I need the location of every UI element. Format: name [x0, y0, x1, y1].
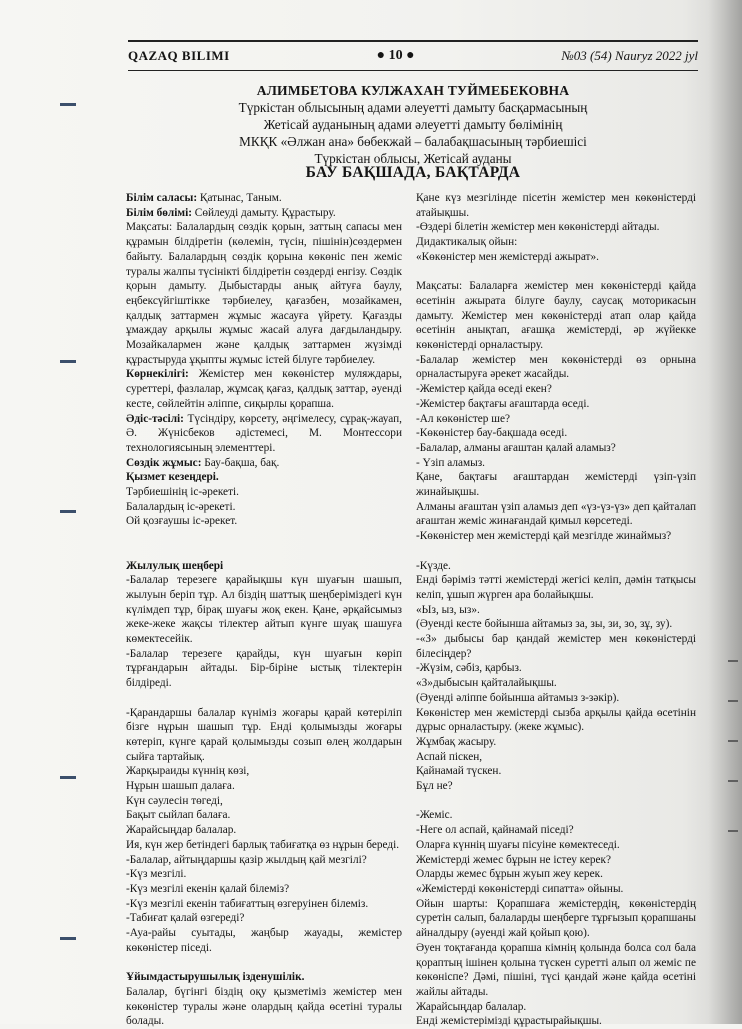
paragraph: -Жеміс. [416, 809, 453, 822]
paragraph: -Ал көкөністер ше? [416, 412, 511, 425]
paragraph: Мақсаты: Балалардың сөздік қорын, заттың сапасы мен құрамын білдіретін (көлемін, түсін, пішінін)сөздермен байыту. Балалардың сөздік қорына көкөніс пен жеміс туралы жалпы түсінікті білдіретін сөздерді енгізу. Сөздік қорын дамыту. Дыбыстарды анық айтуға баулу, еңбексүйгіштікке тәрбиелеу, қағазбен, мозайкамен, қалдық заттармен жұмыс жасауға үйрету. Қағазды ұмаждау арқылы жұмыс жасай алуға дағдыландыру. Мозайкалармен және қалдық заттармен жүзімді құрастыруда ұқыпты жұмыс істей білуге тәрбиелеу. [126, 221, 402, 366]
paragraph: -Күз мезгілі екенін табиғаттың өзгеруінен білеміз. [126, 897, 369, 910]
author-block [128, 82, 698, 167]
page-fold-shadow [708, 0, 742, 1024]
paragraph: -Күз мезгілі екенін қалай білеміз? [126, 883, 290, 895]
text: Жемістер мен көкөністер муляждары, суреттері, фазлалар, жұмсақ қағаз, қалдық заттар, әуенді кесте, сөйлейтін әліппе, сиқырлы қорапша. [126, 368, 402, 410]
paragraph: -Өздері білетін жемістер мен көкөністерді айтады. [416, 221, 660, 234]
paragraph: -Жемістер бақтағы ағаштарда өседі. [416, 397, 590, 410]
section-heading: Қызмет кезеңдері. [126, 471, 219, 484]
paragraph: (Әуенді кесте бойынша айтамыз за, зы, зи, зо, зұ, зу). [416, 618, 673, 631]
paragraph: «Ыз, ыз, ыз». [416, 603, 480, 616]
paragraph: Қане, бақтағы ағаштардан жемістерді үзіп-үзіп жинайықшы. [416, 471, 696, 499]
paragraph: Қайнамай түскен. [416, 765, 502, 778]
edge-tick [728, 830, 738, 832]
paragraph [126, 456, 402, 471]
paragraph: Мақсаты: Балаларға жемістер мен көкөністерді қайда өсетінін ажырата білуге баулу, саусақ моторикасын дамыту. Жемістер мен көкөністерді атап олар қайда өсетінін анықтап, ағашқа жемістерді, әр жүйекке көкөністерді орналастыру. [416, 280, 696, 352]
paragraph: Алманы ағаштан үзіп аламыз деп «үз-үз-үз» деп қайталап ағаштан жеміс жинағандай қимыл көрсетеді. [416, 500, 696, 528]
paragraph: Балалар, бүгінгі біздің оқу қызметіміз жемістер мен көкөністер туралы және олардың қайда өсетіні туралы болады. [126, 985, 402, 1028]
paragraph: Ой қозғаушы іс-әрекет. [126, 515, 238, 528]
paragraph: -Көкөністер мен жемістерді қай мезгілде жинаймыз? [416, 530, 672, 543]
author-name: АЛИМБЕТОВА КУЛЖАХАН ТУЙМЕБЕКОВНА [256, 83, 570, 98]
page-number: ● 10 ● [376, 48, 415, 63]
paragraph: -Күз мезгілі. [126, 868, 187, 881]
right-column [416, 191, 696, 1029]
poem-line: Бақыт сыйлап балаға. [126, 809, 231, 822]
margin-mark [60, 776, 76, 779]
paragraph [126, 367, 402, 411]
paragraph: Жарайсыңдар балалар. [416, 1000, 527, 1013]
paragraph: Бұл не? [416, 780, 453, 793]
page-number-value: 10 [388, 48, 403, 63]
paragraph: -Балалар терезеге қарайды, күн шуағын көріп тұрғандарын айтады. Бір-біріне ыстық тілектерін білдіреді. [126, 647, 402, 690]
paragraph: Көкөністер мен жемістерді сызба арқылы қайда өсетінін дұрыс орналастыру. (жеке жұмыс). [416, 706, 696, 734]
paragraph: -Балалар жемістер мен көкөністерді өз орнына орналастыруға әрекет жасайды. [416, 353, 696, 381]
paragraph: - Үзіп аламыз. [416, 456, 486, 469]
paragraph: -Көкөністер бау-бақшада өседі. [416, 427, 568, 440]
paragraph: Аспай піскен, [416, 750, 483, 763]
paragraph: Ойын шарты: Қорапшаға жемістердің, көкөністердің суретін салып, балаларды шеңберге тұрғызып қорапшаны айналдыру (әуенді жай қойып қою). [416, 897, 697, 940]
section-heading: Ұйымдастырушылық ізденушілік. [126, 971, 305, 984]
poem-line: Жарайсыңдар балалар. [126, 824, 237, 837]
poem-line: Күн сәулесін төгеді, [126, 794, 223, 807]
paragraph [126, 206, 402, 221]
text: Сөйлеуді дамыту. Құрастыру. [191, 206, 336, 219]
left-column [126, 191, 402, 1029]
edge-tick [728, 740, 738, 742]
paragraph: -Күзде. [416, 559, 451, 572]
paragraph: «Жемістерді көкөністерді сипатта» ойыны. [416, 883, 624, 895]
label: Сөздік жұмыс: [126, 456, 202, 469]
margin-mark [60, 510, 76, 513]
text: Бау-бақша, бақ. [201, 456, 280, 469]
paragraph: Енді бәріміз тәтті жемістерді жегісі келіп, дәмін татқысы келіп, ұшып жүрген ара болайықшы. [416, 574, 696, 601]
poem-line: Жарқыраиды күннің көзі, [126, 765, 250, 778]
section-heading: Жылулық шеңбері [126, 559, 224, 572]
paragraph: «З»дыбысын қайталайықшы. [416, 677, 557, 690]
margin-mark [60, 937, 76, 940]
author-affiliation-2: Жетісай ауданының адами әлеуетті дамыту бөлімінің [263, 117, 563, 132]
paragraph: Жұмбақ жасыру. [416, 735, 497, 748]
paragraph: -Қарандаршы балалар күніміз жоғары қарай көтеріліп бізге нұрын шашып тұр. Енді қолымызды жоғары көтеріп, күнге қарай қолымызды созып өлең жолдарын сыйға тартайық. [126, 706, 402, 763]
paragraph: Оларға күннің шуағы пісуіне көмектеседі. [416, 838, 620, 851]
margin-mark [60, 360, 76, 363]
paragraph: -Балалар терезеге қарайықшы күн шуағын шашып, жылуын беріп тұр. Ал біздің шаттық шеңберіміздегі күн күлімдеп тұр, бірақ шуағы жоқ екен. Қане, әрқайсымыз жеке-жеке жақсы тілектер айтып күнге шуақ шашуға көмектесейік. [126, 574, 402, 646]
text: Түсіндіру, көрсету, әңгімелесу, сұрақ-жауап, Ә. Жүнісбеков әдістемесі, М. Монтессори технологиясының элементтері. [126, 412, 402, 454]
author-affiliation-3: МКҚК «Әлжан ана» бөбекжай – балабақшасының тәрбиешісі [239, 134, 587, 149]
paragraph: Әуен тоқтағанда қорапша кімнің қолында болса сол бала қораптың ішінен қолына түскен суретті алып ол жеміс пе көкөніспе? Дәмі, пішіні, түсі қандай және қайда өсетіні жайлы айтады. [416, 941, 696, 998]
issue-info: №03 (54) Nauryz 2022 jyl [561, 48, 698, 63]
edge-tick [728, 780, 738, 782]
label: Әдіс-тәсілі: [126, 412, 184, 425]
paragraph: -Жемістер қайда өседі екен? [416, 383, 552, 396]
paragraph: Тәрбиешінің іс-әрекеті. [126, 486, 239, 499]
running-header [128, 40, 698, 71]
paragraph: «Көкөністер мен жемістерді ажырат». [416, 250, 599, 263]
article-title: БАУ БАҚШАДА, БАҚТАРДА [305, 164, 521, 181]
paragraph: Балалардың іс-әрекеті. [126, 500, 236, 513]
paragraph: -«З» дыбысы бар қандай жемістер мен көкөністерді білесіңдер? [416, 633, 696, 660]
paragraph: -Балалар, айтыңдаршы қазір жылдың қай мезгілі? [126, 853, 367, 866]
paragraph: -Ауа-райы суытады, жаңбыр жауады, жемістер көкөністер піседі. [126, 927, 402, 954]
edge-tick [728, 660, 738, 662]
paragraph [126, 412, 402, 456]
paragraph: -Жүзім, сәбіз, қарбыз. [416, 662, 522, 675]
margin-mark [60, 103, 76, 106]
label: Білім бөлімі: [126, 206, 192, 219]
paragraph [126, 191, 402, 206]
paragraph: Енді жемістерімізді құрастырайықшы. [416, 1015, 602, 1028]
label: Білім саласы: [126, 192, 198, 204]
paragraph: Дидактикалық ойын: [416, 236, 518, 249]
author-affiliation-1: Түркістан облысының адами әлеуетті дамыту басқармасының [238, 100, 588, 115]
paragraph: Қане күз мезгілінде пісетін жемістер мен көкөністерді атайықшы. [416, 192, 696, 219]
author-affiliation-4: Түркістан облысы, Жетісай ауданы [314, 151, 512, 166]
poem-line: Нұрын шашып далаға. [126, 780, 235, 793]
edge-tick [728, 700, 738, 702]
paragraph: Жемістерді жемес бұрын не істеу керек? [416, 853, 612, 866]
paragraph: Оларды жемес бұрын жуып жеу керек. [416, 868, 603, 881]
paragraph: Ия, күн жер бетіндегі барлық табиғатқа өз нұрын береді. [126, 838, 400, 851]
label: Көрнекілігі: [126, 368, 189, 381]
paragraph: -Балалар, алманы ағаштан қалай аламыз? [416, 441, 616, 454]
paragraph: -Неге ол аспай, қайнамай піседі? [416, 824, 574, 837]
paragraph: -Табиғат қалай өзгереді? [126, 912, 245, 925]
paragraph: (Әуенді әліппе бойынша айтамыз з-зәкір). [416, 691, 620, 704]
text: Қатынас, Таным. [197, 192, 282, 204]
journal-name: QAZAQ BILIMI [128, 48, 230, 63]
